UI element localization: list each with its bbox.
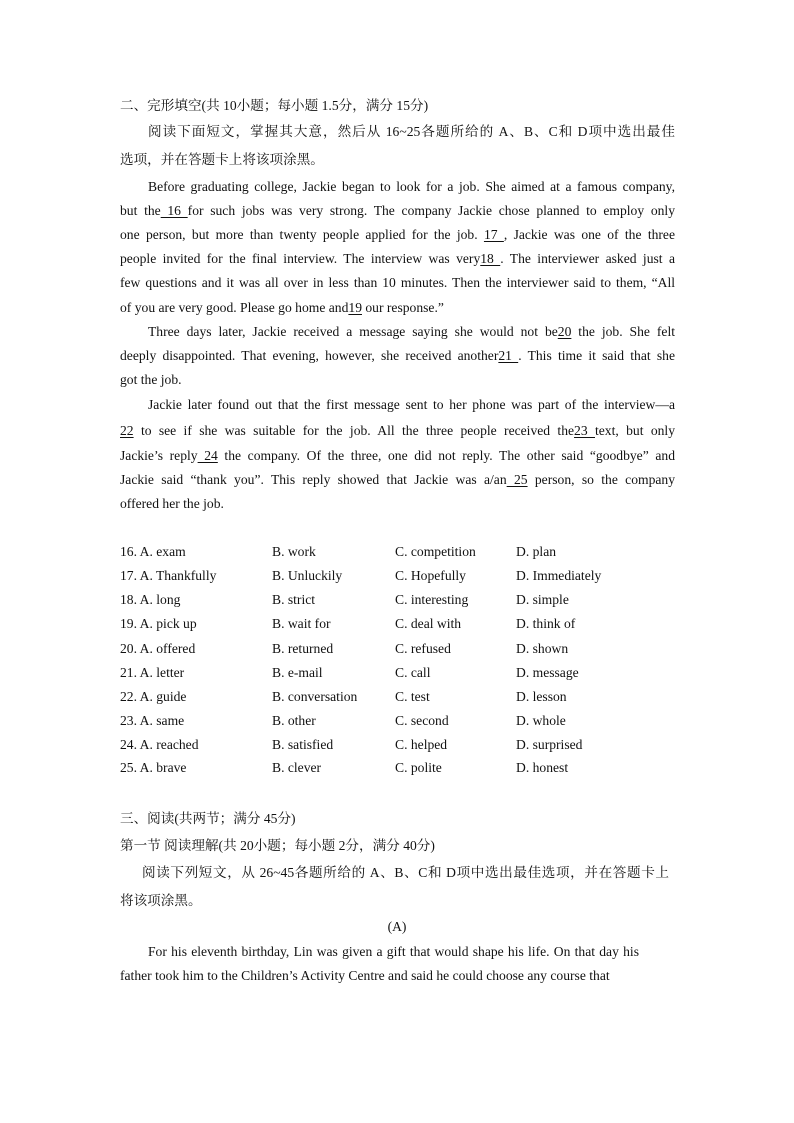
passage-line-10: Jackie later found out that the first message sent to her phone was part of the interview—a xyxy=(148,397,675,412)
option-d: D. simple xyxy=(516,592,569,607)
passage-line-8 xyxy=(120,347,675,365)
option-d: D. plan xyxy=(516,544,557,559)
blank-24: 24 xyxy=(197,448,218,463)
option-a: 20. A. offered xyxy=(120,641,196,656)
blank-25: 25 xyxy=(506,472,528,487)
text: . This time it said that she xyxy=(518,348,675,363)
option-row-16 xyxy=(120,543,680,561)
option-c: C. second xyxy=(395,713,449,728)
text: the job. She felt xyxy=(571,324,675,339)
text: Jackie’s reply xyxy=(120,448,198,463)
passage-line-5: few questions and it was all over in less than 10 minutes. Then the interviewer said to them, “All xyxy=(120,275,675,290)
passage-line-12 xyxy=(120,447,675,465)
option-a: 19. A. pick up xyxy=(120,616,197,631)
option-c: C. refused xyxy=(395,641,451,656)
option-c: C. Hopefully xyxy=(395,568,466,583)
text: text, but only xyxy=(595,423,676,438)
option-a: 24. A. reached xyxy=(120,737,199,752)
option-b: B. wait for xyxy=(272,616,331,631)
passage-line-9: got the job. xyxy=(120,372,182,387)
blank-16: 16 xyxy=(160,203,188,218)
option-b: B. other xyxy=(272,713,316,728)
section3-instruction-line1: 阅读下列短文，从 26~45各题所给的 A、B、C和 D项中选出最佳选项，并在答题卡上 xyxy=(142,865,669,880)
option-c: C. interesting xyxy=(395,592,469,607)
blank-22: 22 xyxy=(120,423,134,438)
option-d: D. Immediately xyxy=(516,568,602,583)
option-c: C. helped xyxy=(395,737,448,752)
section3-subheading: 第一节 阅读理解(共 20小题；每小题 2分，满分 40分) xyxy=(120,838,435,853)
section3-heading: 三、阅读(共两节；满分 45分) xyxy=(120,811,296,826)
passage-line-2 xyxy=(120,202,675,220)
passage-line-1: Before graduating college, Jackie began to look for a job. She aimed at a famous company, xyxy=(148,179,675,194)
section2-heading: 二、完形填空(共 10小题；每小题 1.5分，满分 15分) xyxy=(120,98,429,113)
passage-a-label: (A) xyxy=(387,919,407,934)
option-b: B. e-mail xyxy=(272,665,323,680)
passage-line-7 xyxy=(148,323,675,341)
section2-instruction-line1: 阅读下面短文，掌握其大意，然后从 16~25各题所给的 A、B、C和 D项中选出最佳 xyxy=(148,124,675,139)
option-b: B. satisfied xyxy=(272,737,334,752)
option-b: B. conversation xyxy=(272,689,358,704)
option-a: 23. A. same xyxy=(120,713,185,728)
text: Jackie said “thank you”. This reply showed that Jackie was a/an xyxy=(120,472,507,487)
option-b: B. clever xyxy=(272,760,322,775)
option-c: C. polite xyxy=(395,760,442,775)
option-a: 22. A. guide xyxy=(120,689,187,704)
option-row-22 xyxy=(120,688,680,706)
blank-19: 19 xyxy=(348,300,362,315)
option-c: C. competition xyxy=(395,544,476,559)
passage-line-6 xyxy=(120,299,675,317)
option-d: D. message xyxy=(516,665,579,680)
text: but the xyxy=(120,203,161,218)
text: to see if she was suitable for the job. All the three people received the xyxy=(133,423,575,438)
text: deeply disappointed. That evening, however, she received another xyxy=(120,348,499,363)
option-b: B. strict xyxy=(272,592,316,607)
text: for such jobs was very strong. The company Jackie chose planned to employ only xyxy=(187,203,675,218)
option-row-24 xyxy=(120,736,680,754)
text: people invited for the final interview. The interview was very xyxy=(120,251,481,266)
option-b: B. work xyxy=(272,544,316,559)
text: . The interviewer asked just a xyxy=(500,251,675,266)
passage-a-line-2: father took him to the Children’s Activity Centre and said he could choose any course that xyxy=(120,968,610,983)
text: our response.” xyxy=(361,300,444,315)
option-row-19 xyxy=(120,615,680,633)
blank-20: 20 xyxy=(557,324,572,339)
blank-21: 21 xyxy=(498,348,519,363)
option-row-18 xyxy=(120,591,680,609)
passage-a-line-1: For his eleventh birthday, Lin was given a gift that would shape his life. On that day his xyxy=(148,944,639,959)
text: one person, but more than twenty people applied for the job. xyxy=(120,227,484,242)
section3-instruction-line2: 将该项涂黑。 xyxy=(120,893,202,908)
passage-line-3 xyxy=(120,226,675,244)
option-d: D. honest xyxy=(516,760,569,775)
section2-instruction-line2: 选项，并在答题卡上将该项涂黑。 xyxy=(120,152,324,167)
option-b: B. Unluckily xyxy=(272,568,343,583)
option-d: D. whole xyxy=(516,713,566,728)
option-b: B. returned xyxy=(272,641,334,656)
text: person, so the company xyxy=(527,472,676,487)
text: the company. Of the three, one did not reply. The other said “goodbye” and xyxy=(217,448,675,463)
option-d: D. surprised xyxy=(516,737,583,752)
option-a: 25. A. brave xyxy=(120,760,187,775)
option-c: C. deal with xyxy=(395,616,462,631)
option-c: C. call xyxy=(395,665,431,680)
passage-line-13 xyxy=(120,471,675,489)
option-a: 17. A. Thankfully xyxy=(120,568,217,583)
option-d: D. lesson xyxy=(516,689,567,704)
option-c: C. test xyxy=(395,689,430,704)
option-row-21 xyxy=(120,664,680,682)
option-d: D. shown xyxy=(516,641,569,656)
blank-17: 17 xyxy=(483,227,504,242)
passage-line-4 xyxy=(120,250,675,268)
option-d: D. think of xyxy=(516,616,576,631)
option-row-23 xyxy=(120,712,680,730)
option-row-25 xyxy=(120,759,680,777)
passage-line-11 xyxy=(120,422,675,440)
option-row-20 xyxy=(120,640,680,658)
blank-23: 23 xyxy=(574,423,595,438)
text: , Jackie was one of the three xyxy=(503,227,675,242)
passage-line-14: offered her the job. xyxy=(120,496,224,511)
option-a: 18. A. long xyxy=(120,592,181,607)
option-row-17 xyxy=(120,567,680,585)
option-a: 21. A. letter xyxy=(120,665,185,680)
text: of you are very good. Please go home and xyxy=(120,300,349,315)
option-a: 16. A. exam xyxy=(120,544,186,559)
text: Three days later, Jackie received a message saying she would not be xyxy=(148,324,558,339)
blank-18: 18 xyxy=(480,251,501,266)
